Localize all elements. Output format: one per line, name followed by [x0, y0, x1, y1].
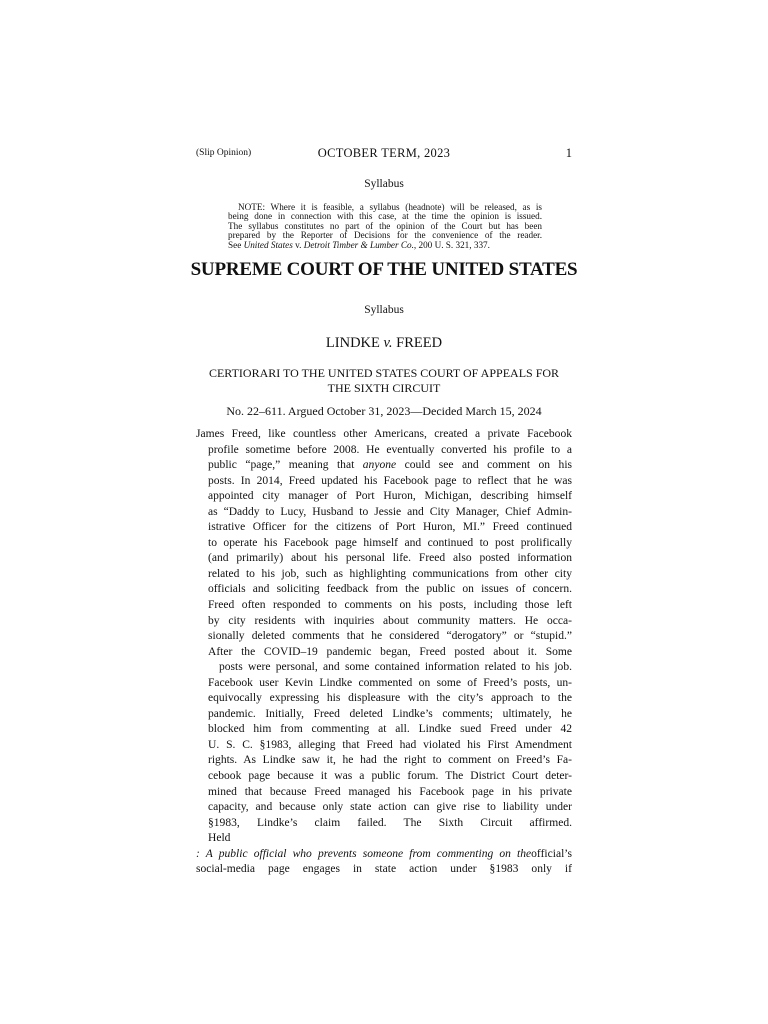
body-line: istrative Officer for the citizens of Port Huron, MI.” Freed continued [208, 521, 572, 534]
page-number: 1 [565, 146, 572, 160]
reporter-note [228, 203, 542, 250]
case-caption: LINDKE v. FREED [325, 335, 443, 351]
held-label: : A public official who prevents someone from commenting on the [196, 847, 532, 860]
body-line: blocked him from commenting at all. Lindke sued Freed under 42 [208, 723, 572, 736]
body-line: posts. In 2014, Freed updated his Facebook page to reflect that he was [208, 474, 572, 487]
syllabus-heading-top: Syllabus [364, 178, 404, 190]
body-line: rights. As Lindke saw it, he had the right to comment on Freed’s Fa- [208, 754, 572, 767]
respondent-name: FREED [396, 335, 443, 351]
running-head [196, 146, 572, 164]
note-citation-line: See United States v. Detroit Timber & Lumber Co., 200 U. S. 321, 337. [228, 239, 490, 250]
body-line: Facebook user Kevin Lindke commented on some of Freed’s posts, un- [208, 676, 572, 689]
body-line: to operate his Facebook page himself and continued to post prolifically [208, 536, 572, 549]
body-line: (and primarily) about his personal life. Freed also posted information [208, 552, 572, 565]
body-line: Held [208, 832, 231, 845]
held-line: : A public official who prevents someone from commenting on theofficial’s social-media page engages in state action under §1983 only if [196, 847, 572, 876]
body-line: officials and soliciting feedback from the public on issues of concern. [208, 583, 572, 596]
note-line: NOTE: Where it is feasible, a syllabus (headnote) will be released, as is [238, 202, 542, 212]
body-line: public “page,” meaning that anyone could see and comment on his [208, 459, 573, 472]
body-line: profile sometime before 2008. He eventually converted his profile to a [208, 443, 572, 456]
court-name: SUPREME COURT OF THE UNITED STATES [190, 259, 578, 280]
note-line: being done in connection with this case, at the time the opinion is issued. [228, 211, 542, 222]
body-line: James Freed, like countless other Americans, created a private Facebook [196, 428, 572, 440]
emphasis-word: anyone [362, 459, 397, 472]
body-line: equivocally expressing his displeasure with the city’s approach to the [208, 692, 572, 705]
syllabus-body [196, 427, 572, 878]
body-line: U. S. C. §1983, alleging that Freed had violated his First Amendment [208, 738, 572, 751]
body-line: by city residents with inquiries about community matters. He occa- [208, 614, 572, 627]
syllabus-heading: Syllabus [364, 304, 404, 316]
slip-opinion-label: (Slip Opinion) [196, 148, 252, 158]
body-line: as “Daddy to Lucy, Husband to Jessie and City Manager, Chief Admin- [208, 505, 572, 518]
term-label: OCTOBER TERM, 2023 [317, 146, 451, 160]
body-line: §1983, Lindke’s claim failed. The Sixth Circuit affirmed. [208, 816, 572, 829]
body-line: Freed often responded to comments on his posts, including those left [208, 599, 572, 612]
note-line: The syllabus constitutes no part of the opinion of the Court but has been [228, 220, 542, 231]
body-line: cebook page because it was a public forum. The District Court deter- [208, 770, 572, 783]
body-line: appointed city manager of Port Huron, Michigan, describing himself [208, 490, 572, 503]
body-line: pandemic. Initially, Freed deleted Lindke’s comments; ultimately, he [208, 707, 572, 720]
body-line: capacity, and because only state action can give rise to liability under [208, 801, 572, 814]
petitioner-name: LINDKE [325, 335, 380, 351]
body-line: After the COVID–19 pandemic began, Freed posted about it. Some [208, 645, 572, 658]
body-line: sionally deleted comments that he considered “derogatory” or “stupid.” [208, 630, 572, 643]
body-line: related to his job, such as highlighting communications from other city [208, 567, 572, 580]
certiorari-heading: CERTIORARI TO THE UNITED STATES COURT OF APPEALS FOR THE SIXTH CIRCUIT [208, 366, 560, 395]
note-line: prepared by the Reporter of Decisions for the convenience of the reader. [228, 230, 542, 241]
docket-line: No. 22–611. Argued October 31, 2023—Decided March 15, 2024 [226, 404, 542, 418]
body-line: posts were personal, and some contained information related to his job. [219, 661, 572, 674]
body-line: mined that because Freed managed his Facebook page in his private [208, 785, 572, 798]
